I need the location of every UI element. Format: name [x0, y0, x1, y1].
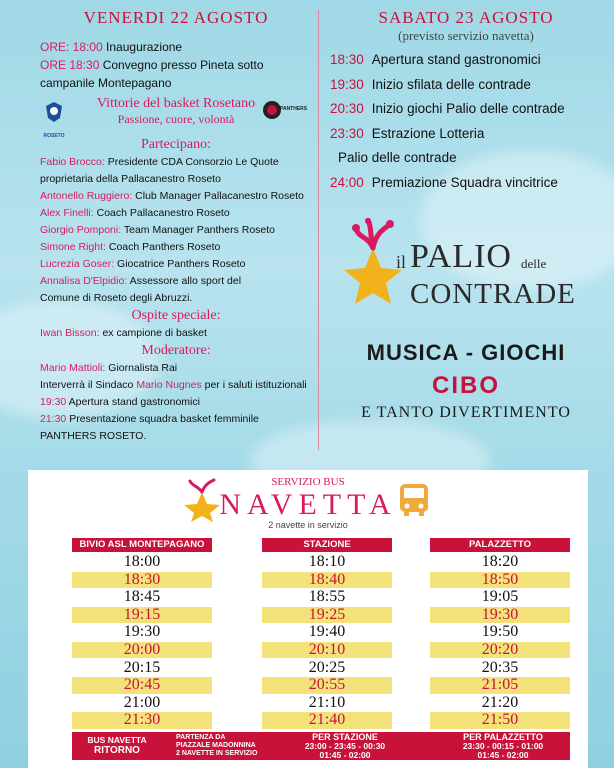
shuttle-title: NAVETTA — [219, 488, 397, 521]
tagline-fun: E TANTO DIVERTIMENTO — [361, 404, 571, 421]
participant-role: proprietaria della Pallacanestro Roseto — [40, 173, 221, 185]
return-from-3: 2 NAVETTE IN SERVIZIO — [176, 750, 258, 757]
participant-row — [40, 171, 312, 188]
schedule-time-cell: 18:40 — [262, 572, 392, 588]
return-from-2: PIAZZALE MADONNINA — [176, 742, 256, 749]
return-palazzetto-times-1: 23:30 - 00:15 - 01:00 — [462, 741, 544, 751]
schedule-time-cell: 18:50 — [430, 572, 570, 588]
participant-name: Antonello Ruggiero: — [40, 190, 133, 202]
schedule-time-cell: 20:35 — [481, 658, 519, 676]
participant-role: Club Manager Pallacanestro Roseto — [135, 190, 304, 202]
participant-row — [40, 188, 312, 205]
palio-delle: delle — [521, 256, 547, 271]
panthers-roseto: PANTHERS ROSETO. — [40, 430, 147, 442]
schedule-time-cell: 20:10 — [262, 642, 392, 658]
friday-evening-time: 21:30 — [40, 413, 67, 425]
tagline-food: CIBO — [432, 372, 500, 399]
participant-name: Annalisa D'Elpidio: — [40, 275, 128, 287]
participant-role: Comune di Roseto degli Abruzzi. — [40, 292, 193, 304]
return-stazione — [290, 733, 400, 760]
saturday-list — [330, 48, 602, 195]
schedule-time-cell: 21:30 — [72, 712, 212, 728]
saturday-text: Inizio giochi Palio delle contrade — [371, 101, 565, 116]
return-from — [176, 734, 257, 758]
return-stazione-heading: PER STAZIONE — [312, 732, 378, 742]
schedule-time-cell: 18:00 — [123, 553, 161, 570]
participant-role: Presidente CDA Consorzio Le Quote — [107, 156, 279, 168]
schedule-time-cell: 21:40 — [262, 712, 392, 728]
saturday-text: Apertura stand gastronomici — [371, 52, 541, 67]
participant-role: Coach Panthers Roseto — [108, 241, 221, 253]
schedule-time-cell: 19:15 — [72, 607, 212, 623]
shuttle-star-icon — [180, 478, 224, 522]
guest-row — [40, 325, 312, 342]
moderator-role: Giornalista Rai — [108, 362, 178, 374]
friday-evening-text: Presentazione squadra basket femminile — [69, 413, 259, 425]
palio-logo — [338, 218, 588, 318]
schedule-time-cell: 19:25 — [262, 607, 392, 623]
saturday-text: Estrazione Lotteria — [371, 125, 485, 141]
shuttle-pre: SERVIZIO BUS — [271, 476, 345, 488]
saturday-time: 24:00 — [330, 174, 364, 190]
schedule-time-cell: 19:05 — [481, 588, 519, 606]
vittorie-subtitle: Passione, cuore, volontà — [117, 112, 235, 126]
saturday-row — [330, 171, 602, 196]
sindaco-name: Mario Nugnes — [136, 379, 202, 391]
participant-role: Team Manager Panthers Roseto — [123, 224, 276, 236]
moderator-row — [40, 360, 312, 377]
guest-name: Iwan Bisson: — [40, 327, 100, 339]
saturday-time: 18:30 — [330, 52, 364, 67]
roseto-logo — [42, 100, 66, 139]
saturday-row — [330, 122, 602, 147]
friday-time: ORE: 18:00 — [40, 40, 103, 54]
return-from-1: PARTENZA DA — [176, 734, 226, 741]
return-palazzetto — [444, 733, 562, 760]
saturday-row — [330, 146, 602, 171]
schedule-time-cell: 20:20 — [430, 642, 570, 658]
participant-row — [40, 256, 312, 273]
schedule-time-cell: 19:40 — [308, 623, 346, 641]
saturday-row — [330, 97, 602, 122]
schedule-time-cell: 21:20 — [481, 693, 519, 711]
friday-row — [40, 38, 312, 56]
sindaco-text-end: per i saluti istituzionali — [204, 379, 307, 391]
palio-word: PALIO — [410, 238, 512, 275]
schedule-column-header: PALAZZETTO — [430, 538, 570, 552]
schedule-time-cell: 21:05 — [430, 677, 570, 693]
return-label-1: BUS NAVETTA — [87, 735, 147, 745]
saturday-text: Inizio sfilata delle contrade — [371, 76, 531, 92]
saturday-text: Palio delle contrade — [338, 150, 457, 165]
saturday-row — [330, 48, 602, 73]
schedule-column-header: BIVIO ASL MONTEPAGANO — [72, 538, 212, 552]
participant-row — [40, 205, 312, 222]
palio-il: il — [396, 252, 407, 272]
participant-name: Alex Finelli: — [40, 207, 94, 219]
participant-role: Coach Pallacanestro Roseto — [96, 207, 230, 219]
participant-row — [40, 290, 312, 307]
friday-row — [40, 56, 312, 92]
schedule-time-cell: 18:20 — [481, 553, 519, 570]
return-label — [82, 735, 152, 756]
schedule-time-cell: 21:50 — [430, 712, 570, 728]
participant-name: Lucrezia Goser: — [40, 258, 115, 270]
schedule-time-cell: 18:45 — [123, 588, 161, 606]
moderator-name: Mario Mattioli: — [40, 362, 106, 374]
guest-role: ex campione di basket — [102, 327, 207, 339]
saturday-time: 20:30 — [330, 101, 364, 116]
return-palazzetto-heading: PER PALAZZETTO — [463, 732, 543, 742]
schedule-time-cell: 19:50 — [481, 623, 519, 641]
bus-icon — [396, 480, 432, 518]
participant-name: Simone Right: — [40, 241, 106, 253]
schedule-time-cell: 21:00 — [123, 693, 161, 711]
panthers-logo — [262, 100, 308, 128]
schedule-time-cell: 18:10 — [308, 553, 346, 570]
guest-heading: Ospite speciale: — [131, 308, 221, 323]
saturday-row — [330, 73, 602, 98]
saturday-time: 23:30 — [330, 125, 364, 141]
friday-time: ORE 18:30 — [40, 58, 100, 72]
participant-row — [40, 154, 312, 171]
saturday-time: 19:30 — [330, 76, 364, 92]
participant-row — [40, 239, 312, 256]
panthers-logo-text: PANTHERS — [280, 106, 308, 112]
schedule-time-cell: 21:10 — [308, 693, 346, 711]
schedule-time-cell: 18:30 — [72, 572, 212, 588]
schedule-time-cell: 20:15 — [123, 658, 161, 676]
schedule-time-cell: 20:25 — [308, 658, 346, 676]
friday-text: Convegno presso Pineta sotto campanile Montepagano — [40, 58, 264, 90]
return-stazione-times-1: 23:00 - 23:45 - 00:30 — [304, 741, 386, 751]
friday-evening-text: Apertura stand gastronomici — [68, 396, 200, 408]
sindaco-row — [40, 377, 312, 394]
participant-name: Fabio Brocco: — [40, 156, 105, 168]
saturday-subtitle: (previsto servizio navetta) — [398, 28, 534, 43]
shuttle-card — [28, 470, 588, 768]
friday-text: Inaugurazione — [106, 40, 183, 54]
tagline-music-games: MUSICA - GIOCHI — [366, 340, 566, 365]
shuttle-note: 2 navette in servizio — [268, 520, 348, 530]
schedule-time-cell: 18:55 — [308, 588, 346, 606]
palio-contrade: CONTRADE — [410, 278, 576, 310]
return-stazione-times-2: 01:45 - 02:00 — [319, 750, 371, 760]
schedule-time-cell: 19:30 — [430, 607, 570, 623]
participants-heading: Partecipano: — [141, 137, 211, 152]
roseto-logo-text: ROSETO — [43, 133, 65, 139]
saturday-text: Premiazione Squadra vincitrice — [371, 174, 558, 190]
friday-evening-time: 19:30 — [40, 396, 67, 408]
participant-row — [40, 273, 312, 290]
saturday-title: SABATO 23 AGOSTO — [378, 8, 554, 27]
schedule-time-cell: 19:30 — [123, 623, 161, 641]
return-label-2: RITORNO — [94, 745, 140, 756]
friday-evening-row — [40, 394, 312, 411]
column-divider — [318, 10, 319, 450]
sindaco-text: Interverrà il Sindaco — [40, 379, 134, 391]
schedule-time-cell: 20:00 — [72, 642, 212, 658]
vittorie-title: Vittorie del basket Rosetano — [96, 96, 256, 111]
participant-role: Assessore allo sport del — [129, 275, 242, 287]
saturday-program — [330, 8, 602, 195]
schedule-time-cell: 20:45 — [72, 677, 212, 693]
moderator-heading: Moderatore: — [141, 343, 211, 358]
participant-role: Giocatrice Panthers Roseto — [117, 258, 246, 270]
return-bar — [72, 732, 570, 760]
participants-list — [40, 154, 312, 307]
friday-title: VENERDI 22 AGOSTO — [83, 8, 269, 27]
schedule-column-header: STAZIONE — [262, 538, 392, 552]
participant-name: Giorgio Pomponi: — [40, 224, 122, 236]
friday-program — [40, 8, 312, 445]
schedule-time-cell: 20:55 — [262, 677, 392, 693]
participant-row — [40, 222, 312, 239]
vittorie-block — [40, 96, 312, 139]
friday-evening-row — [40, 411, 312, 428]
return-palazzetto-times-2: 01:45 - 02:00 — [477, 750, 529, 760]
